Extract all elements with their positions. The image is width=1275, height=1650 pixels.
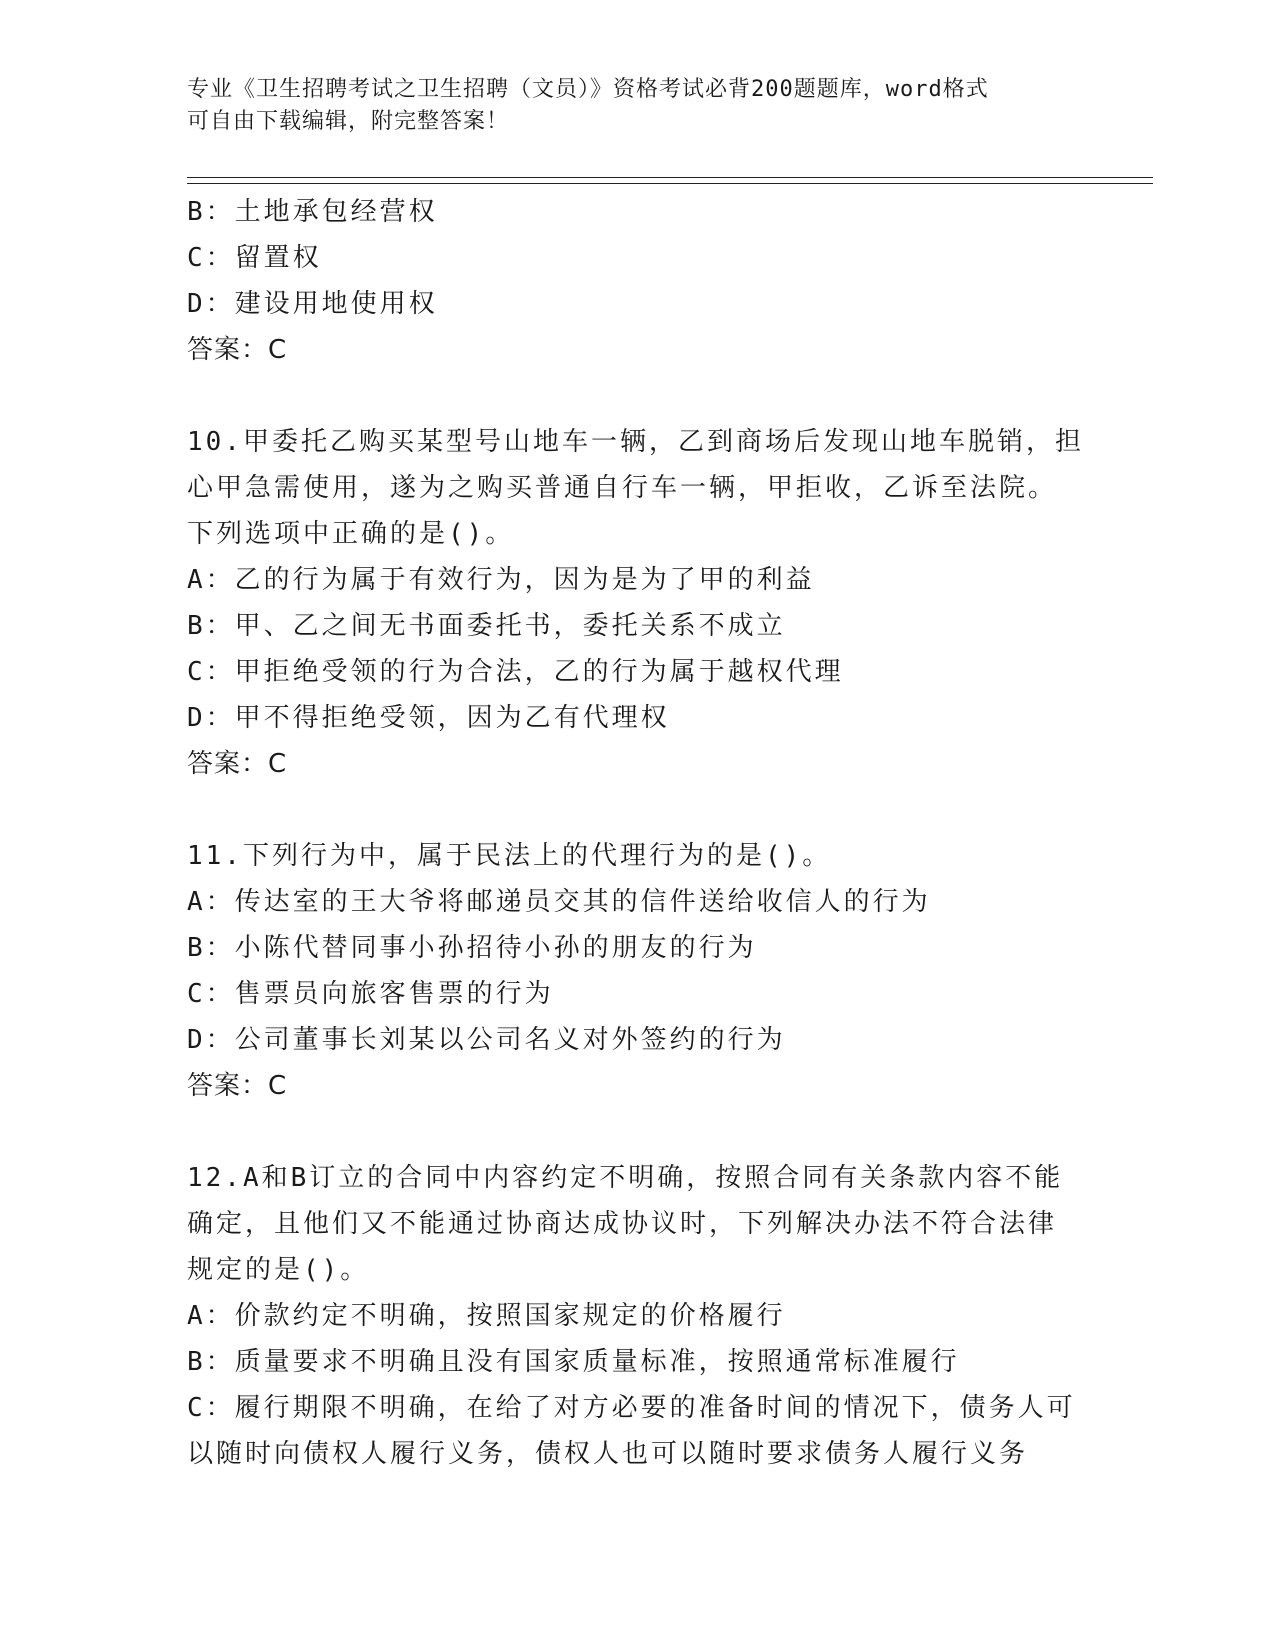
answer-label: 答案： xyxy=(187,335,269,365)
answer-label: 答案： xyxy=(187,1071,269,1101)
answer xyxy=(187,741,1087,787)
option-b: B：甲、乙之间无书面委托书，委托关系不成立 xyxy=(187,611,786,641)
question-stem-line: 规定的是()。 xyxy=(187,1255,370,1285)
question-12 xyxy=(187,1155,1087,1477)
answer xyxy=(187,327,1087,373)
question-stem-line: 确定，且他们又不能通过协商达成协议时，下列解决办法不符合法律 xyxy=(187,1209,1058,1239)
question-10 xyxy=(187,419,1087,787)
document-body xyxy=(187,189,1087,1477)
header-divider-bottom xyxy=(187,183,1153,184)
option-c: C：履行期限不明确，在给了对方必要的准备时间的情况下，债务人可 xyxy=(187,1393,1076,1423)
option-a: A：价款约定不明确，按照国家规定的价格履行 xyxy=(187,1301,786,1331)
question-continued xyxy=(187,189,1087,373)
option-d: D：甲不得拒绝受领，因为乙有代理权 xyxy=(187,703,670,733)
question-stem-line: 11.下列行为中，属于民法上的代理行为的是()。 xyxy=(187,841,832,871)
option-a: A：乙的行为属于有效行为，因为是为了甲的利益 xyxy=(187,565,815,595)
question-11 xyxy=(187,833,1087,1109)
option-a: A：传达室的王大爷将邮递员交其的信件送给收信人的行为 xyxy=(187,887,931,917)
answer-value: C xyxy=(268,335,290,365)
question-stem-line: 12.A和B订立的合同中内容约定不明确，按照合同有关条款内容不能 xyxy=(187,1163,1064,1193)
option-b: B：小陈代替同事小孙招待小孙的朋友的行为 xyxy=(187,933,757,963)
option-b: B：质量要求不明确且没有国家质量标准，按照通常标准履行 xyxy=(187,1347,960,1377)
page-header xyxy=(187,74,1087,138)
option-c: C：留置权 xyxy=(187,243,322,273)
header-divider-top xyxy=(187,177,1153,178)
option-c: C：甲拒绝受领的行为合法，乙的行为属于越权代理 xyxy=(187,657,844,687)
spacer xyxy=(187,787,1087,833)
answer-value: C xyxy=(268,1071,290,1101)
option-b: B：土地承包经营权 xyxy=(187,197,438,227)
option-c-continuation: 以随时向债权人履行义务，债权人也可以随时要求债务人履行义务 xyxy=(187,1439,1029,1469)
spacer xyxy=(187,1109,1087,1155)
answer-label: 答案： xyxy=(187,749,269,779)
header-title-line-2: 可自由下载编辑，附完整答案！ xyxy=(187,109,510,134)
option-d: D：公司董事长刘某以公司名义对外签约的行为 xyxy=(187,1025,786,1055)
question-stem-line: 心甲急需使用，遂为之购买普通自行车一辆，甲拒收，乙诉至法院。 xyxy=(187,473,1058,503)
header-title-line-1: 专业《卫生招聘考试之卫生招聘（文员）》资格考试必背200题题库，word格式 xyxy=(187,77,989,102)
question-stem-line: 10.甲委托乙购买某型号山地车一辆，乙到商场后发现山地车脱销，担 xyxy=(187,427,1084,457)
option-d: D：建设用地使用权 xyxy=(187,289,438,319)
spacer xyxy=(187,373,1087,419)
answer-value: C xyxy=(268,749,290,779)
option-c: C：售票员向旅客售票的行为 xyxy=(187,979,554,1009)
answer xyxy=(187,1063,1087,1109)
question-stem-line: 下列选项中正确的是()。 xyxy=(187,519,515,549)
